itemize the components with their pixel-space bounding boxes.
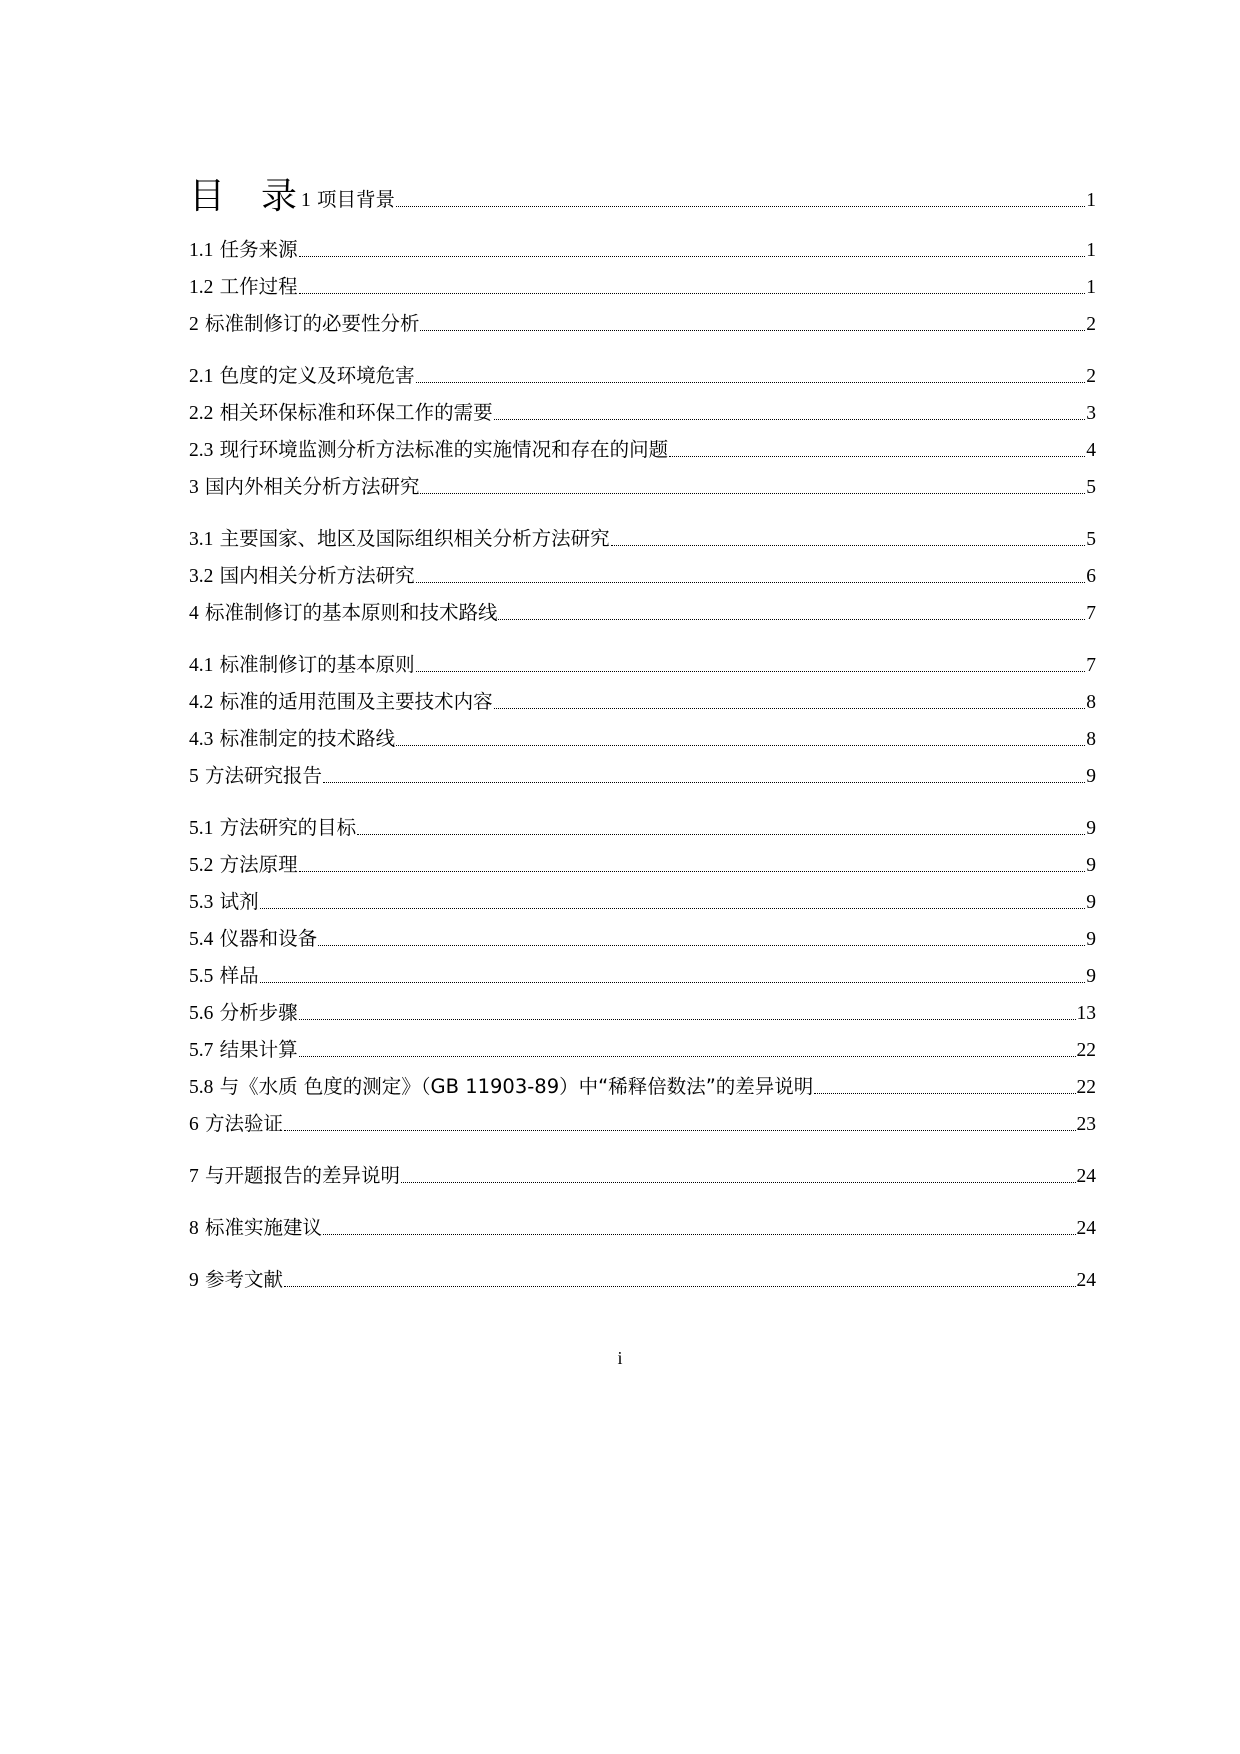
toc-entry-page: 5 [1086, 529, 1096, 550]
toc-entry-page: 24 [1076, 1270, 1096, 1291]
toc-entry[interactable] [189, 1062, 1096, 1099]
toc-entry-text: 标准制定的技术路线 [219, 727, 396, 750]
toc-entry-text: 现行环境监测分析方法标准的实施情况和存在的问题 [219, 438, 669, 461]
toc-entry-number: 5.6 [189, 1003, 214, 1024]
toc-entry-label [189, 765, 322, 788]
toc-leader-dots [323, 782, 1085, 783]
toc-entry-page: 4 [1086, 440, 1096, 461]
toc-entry[interactable] [189, 1099, 1096, 1136]
toc-entry-number: 1 [301, 190, 311, 211]
toc-entry-number: 5.2 [189, 855, 214, 876]
toc-entry-page: 13 [1076, 1003, 1096, 1024]
toc-leader-dots [299, 1019, 1076, 1020]
toc-entry-number: 3.1 [189, 529, 214, 550]
toc-entry-text: 仪器和设备 [219, 927, 318, 950]
toc-leader-dots [416, 382, 1086, 383]
toc-entry-label [189, 365, 415, 388]
toc-entry[interactable] [189, 1151, 1096, 1188]
toc-entry-number: 2.2 [189, 403, 214, 424]
table-of-contents [189, 170, 1096, 1292]
toc-entry-page: 8 [1086, 729, 1096, 750]
toc-entry-text: 方法研究报告 [198, 764, 322, 787]
toc-entry-label [189, 476, 419, 499]
toc-entry[interactable] [189, 225, 1096, 262]
toc-entry-number: 6 [189, 1114, 199, 1135]
toc-entry-number: 4.1 [189, 655, 214, 676]
toc-entry[interactable] [189, 170, 1096, 217]
toc-entry-page: 1 [1086, 190, 1096, 211]
toc-entry-label [189, 602, 497, 625]
toc-entry-label [189, 1217, 322, 1240]
toc-leader-dots [357, 834, 1085, 835]
toc-entry-text: 标准制修订的基本原则和技术路线 [198, 601, 498, 624]
toc-entry[interactable] [189, 388, 1096, 425]
toc-entry-number: 1.1 [189, 240, 214, 261]
toc-entry-label [189, 854, 298, 877]
toc-entry-page: 9 [1086, 929, 1096, 950]
toc-entry[interactable] [189, 840, 1096, 877]
toc-entry-number: 4 [189, 603, 199, 624]
toc-entry-page: 23 [1076, 1114, 1096, 1135]
toc-leader-dots [299, 256, 1086, 257]
toc-entry-number: 3.2 [189, 566, 214, 587]
toc-entry-text: 工作过程 [219, 275, 298, 298]
toc-entry-page: 7 [1086, 655, 1096, 676]
toc-entry-page: 9 [1086, 766, 1096, 787]
page-number: i [617, 1348, 623, 1368]
toc-entry-label [189, 691, 493, 714]
toc-entry-label [189, 276, 298, 299]
toc-entry[interactable] [189, 351, 1096, 388]
toc-entry-label [189, 817, 356, 840]
toc-entry-page: 9 [1086, 892, 1096, 913]
toc-entry[interactable] [189, 262, 1096, 299]
toc-entry-label [189, 728, 395, 751]
toc-entry-number: 7 [189, 1166, 199, 1187]
toc-leader-dots [814, 1093, 1075, 1094]
toc-entry-label [189, 313, 419, 336]
toc-leader-dots [396, 745, 1085, 746]
toc-entry-text: 标准实施建议 [204, 1216, 322, 1239]
toc-entry-page: 9 [1086, 855, 1096, 876]
toc-entry-number: 5.8 [189, 1077, 214, 1098]
toc-entry-label [189, 402, 493, 425]
toc-entry-page: 24 [1076, 1166, 1096, 1187]
toc-entry[interactable] [189, 425, 1096, 462]
toc-entry-page: 6 [1086, 566, 1096, 587]
toc-entry[interactable] [189, 1255, 1096, 1292]
toc-leader-dots [498, 619, 1085, 620]
toc-entry-text: 标准制修订的基本原则 [219, 653, 415, 676]
toc-entry-text: 主要国家、地区及国际组织相关分析方法研究 [219, 527, 610, 550]
toc-entry-label [189, 965, 259, 988]
toc-entry-number: 5.5 [189, 966, 214, 987]
toc-entry-text: 样品 [219, 964, 259, 987]
toc-entry-number: 5.3 [189, 892, 214, 913]
toc-entry-number: 8 [189, 1218, 199, 1239]
toc-entry[interactable] [189, 1203, 1096, 1240]
toc-leader-dots [299, 293, 1086, 294]
toc-entry-page: 22 [1076, 1040, 1096, 1061]
toc-entry-number: 5 [189, 766, 199, 787]
toc-title: 目 录 [189, 176, 298, 217]
toc-leader-dots [420, 330, 1085, 331]
toc-leader-dots [260, 982, 1086, 983]
toc-entry[interactable] [189, 299, 1096, 336]
toc-entry-number: 2.3 [189, 440, 214, 461]
toc-entry-number: 2.1 [189, 366, 214, 387]
toc-entry[interactable] [189, 514, 1096, 551]
toc-entry-label [189, 1039, 298, 1062]
toc-leader-dots [420, 493, 1085, 494]
toc-entry-text: 方法研究的目标 [219, 816, 357, 839]
toc-entry-label [189, 928, 317, 951]
toc-entry-page: 9 [1086, 818, 1096, 839]
toc-entry-label [189, 528, 610, 551]
toc-leader-dots [494, 419, 1086, 420]
toc-entry-page: 7 [1086, 603, 1096, 624]
toc-leader-dots [284, 1286, 1076, 1287]
toc-entry[interactable] [189, 1025, 1096, 1062]
toc-entry-page: 9 [1086, 966, 1096, 987]
toc-leader-dots [401, 1182, 1076, 1183]
toc-entry-number: 5.1 [189, 818, 214, 839]
toc-entry[interactable] [189, 951, 1096, 988]
toc-entry-text: 结果计算 [219, 1038, 298, 1061]
toc-leader-dots [299, 1056, 1076, 1057]
toc-entry[interactable] [189, 714, 1096, 751]
toc-leader-dots [611, 545, 1086, 546]
toc-entry-number: 5.4 [189, 929, 214, 950]
toc-entry[interactable] [189, 914, 1096, 951]
toc-entry-label [189, 1002, 298, 1025]
toc-entry-number: 4.2 [189, 692, 214, 713]
toc-entry-label [189, 565, 415, 588]
toc-entry-label [301, 189, 395, 212]
toc-entry-page: 5 [1086, 477, 1096, 498]
toc-entry-label [189, 1165, 400, 1188]
toc-entry-label [189, 239, 298, 262]
toc-entry-text: 国内外相关分析方法研究 [198, 475, 420, 498]
toc-entry-page: 24 [1076, 1218, 1096, 1239]
toc-entry-number: 5.7 [189, 1040, 214, 1061]
toc-entry-label [189, 1269, 283, 1292]
toc-leader-dots [669, 456, 1085, 457]
toc-leader-dots [323, 1234, 1076, 1235]
toc-entry-text: 方法原理 [219, 853, 298, 876]
toc-entry-number: 9 [189, 1270, 199, 1291]
toc-entry[interactable] [189, 640, 1096, 677]
toc-leader-dots [284, 1130, 1076, 1131]
toc-entry-label [189, 654, 415, 677]
toc-entry-number: 4.3 [189, 729, 214, 750]
toc-leader-dots [318, 945, 1085, 946]
toc-entry-text: 标准的适用范围及主要技术内容 [219, 690, 493, 713]
toc-leader-dots [416, 582, 1086, 583]
toc-leader-dots [494, 708, 1086, 709]
toc-entry-page: 8 [1086, 692, 1096, 713]
toc-entry-label [189, 439, 668, 462]
toc-entry-text: 与《水质 色度的测定》（GB 11903-89）中“稀释倍数法”的差异说明 [219, 1075, 814, 1098]
toc-entry-text: 相关环保标准和环保工作的需要 [219, 401, 493, 424]
toc-entry-page: 1 [1086, 240, 1096, 261]
toc-entry-text: 任务来源 [219, 238, 298, 261]
toc-entry-page: 2 [1086, 314, 1096, 335]
toc-entry[interactable] [189, 677, 1096, 714]
toc-entry-number: 2 [189, 314, 199, 335]
toc-entry-label [189, 891, 259, 914]
toc-entry-label [189, 1113, 283, 1136]
toc-entry-page: 3 [1086, 403, 1096, 424]
toc-leader-dots [299, 871, 1086, 872]
toc-entry-text: 参考文献 [204, 1268, 283, 1291]
toc-entry-page: 2 [1086, 366, 1096, 387]
toc-entry[interactable] [189, 462, 1096, 499]
toc-entry-label [189, 1076, 813, 1099]
toc-entry-page: 1 [1086, 277, 1096, 298]
toc-entry-text: 方法验证 [198, 1112, 283, 1135]
toc-leader-dots [396, 206, 1085, 207]
toc-entry[interactable] [189, 877, 1096, 914]
toc-entry[interactable] [189, 803, 1096, 840]
toc-entry[interactable] [189, 988, 1096, 1025]
toc-entry-page: 22 [1076, 1077, 1096, 1098]
toc-entry[interactable] [189, 588, 1096, 625]
toc-entry[interactable] [189, 751, 1096, 788]
toc-entry-number: 3 [189, 477, 199, 498]
toc-entry-text: 色度的定义及环境危害 [219, 364, 415, 387]
toc-entry-text: 分析步骤 [219, 1001, 298, 1024]
toc-entry-text: 与开题报告的差异说明 [198, 1164, 400, 1187]
toc-entry-text: 项目背景 [316, 188, 395, 211]
toc-entry-number: 1.2 [189, 277, 214, 298]
toc-entry-text: 标准制修订的必要性分析 [198, 312, 420, 335]
toc-entry-text: 国内相关分析方法研究 [219, 564, 415, 587]
toc-leader-dots [260, 908, 1086, 909]
toc-leader-dots [416, 671, 1086, 672]
toc-entry-text: 试剂 [219, 890, 259, 913]
toc-entry[interactable] [189, 551, 1096, 588]
